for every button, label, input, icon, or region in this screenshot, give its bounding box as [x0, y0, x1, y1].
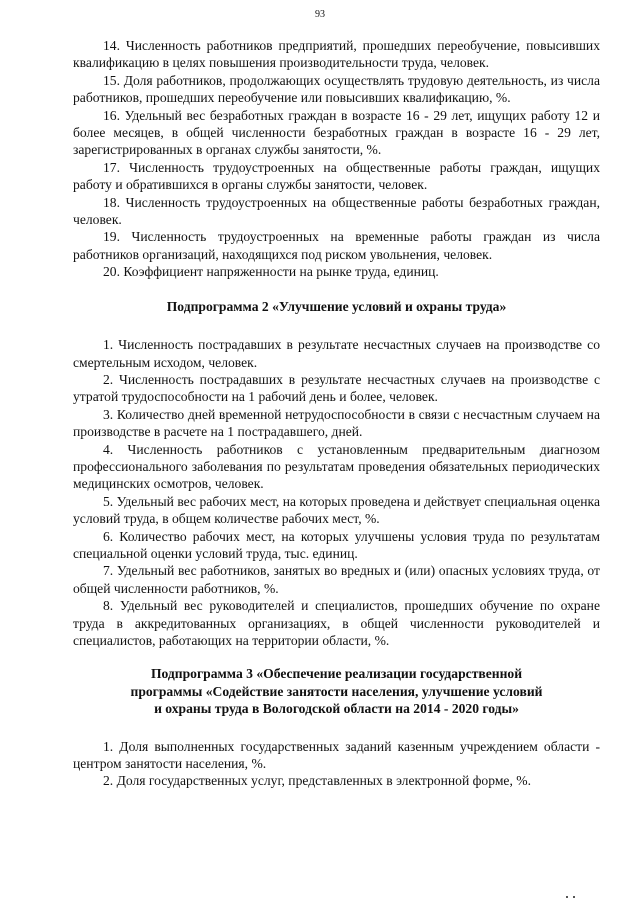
subprogram-2-item-4: 4. Численность работников с установленным предварительным диагнозом профессионального заболевания по результатам проведения обязательных периодических медицинских осмотров, человек. [73, 441, 600, 492]
subprogram-2-item-3: 3. Количество дней временной нетрудоспособности в связи с несчастным случаем на производстве в расчете на 1 пострадавшего, дней. [73, 406, 600, 440]
subprogram-3-heading-line-3: и охраны труда в Вологодской области на 2014 - 2020 годы» [154, 701, 519, 717]
subprogram-3-heading-line-1: Подпрограмма 3 «Обеспечение реализации государственной [150, 666, 523, 682]
subprogram-2-indicators [73, 336, 600, 649]
indicator-item-20: 20. Коэффициент напряженности на рынке труда, единиц. [103, 264, 439, 280]
section-indicators-list [73, 37, 600, 281]
page-content [73, 37, 600, 790]
subprogram-2-item-1: 1. Численность пострадавших в результате несчастных случаев на производстве со смертельным исходом, человек. [73, 337, 600, 370]
subprogram-2-item-6: 6. Количество рабочих мест, на которых улучшены условия труда по результатам специальной оценки условий труда, тыс. единиц. [73, 528, 600, 561]
indicator-item-16: 16. Удельный вес безработных граждан в возрасте 16 - 29 лет, ищущих работу 12 и более месяцев, в общей численности безработных граждан в возрасте 16 - 29 лет, зарегистрированных в органах службы занятости, %. [73, 107, 600, 158]
indicator-item-14: 14. Численность работников предприятий, прошедших переобучение, повысивших квалификацию в целях повышения производительности труда, человек. [73, 38, 600, 71]
subprogram-3-item-2: 2. Доля государственных услуг, представленных в электронной форме, %. [103, 773, 531, 789]
subprogram-3-indicators [73, 738, 600, 790]
indicator-item-19: 19. Численность трудоустроенных на временные работы граждан из числа работников организаций, находящихся под риском увольнения, человек. [73, 229, 600, 262]
indicator-item-15: 15. Доля работников, продолжающих осуществлять трудовую деятельность, из числа работников, прошедших переобучение или повысивших квалификацию, %. [73, 72, 600, 106]
subprogram-2-item-7: 7. Удельный вес работников, занятых во вредных и (или) опасных условиях труда, от общей численности работников, %. [73, 563, 600, 596]
scan-artifact-dots [566, 896, 576, 899]
subprogram-3-item-1: 1. Доля выполненных государственных заданий казенным учреждением области - центром занятости населения, %. [73, 738, 600, 772]
subprogram-3-heading [73, 665, 600, 717]
subprogram-3-heading-line-2: программы «Содействие занятости населения, улучшение условий [130, 683, 543, 699]
subprogram-2-heading: Подпрограмма 2 «Улучшение условий и охраны труда» [166, 298, 507, 314]
subprogram-2-item-5: 5. Удельный вес рабочих мест, на которых проведена и действует специальная оценка условий труда, в общем количестве рабочих мест, %. [73, 493, 600, 527]
subprogram-2-item-2: 2. Численность пострадавших в результате несчастных случаев на производстве с утратой трудоспособности на 1 рабочий день и более, человек. [73, 371, 600, 405]
page-number: 93 [315, 9, 325, 20]
subprogram-2-item-8: 8. Удельный вес руководителей и специалистов, прошедших обучение по охране труда в аккредитованных организациях, в общей численности руководителей и специалистов, работающих на территории области, %. [73, 598, 600, 648]
indicator-item-17: 17. Численность трудоустроенных на общественные работы граждан, ищущих работу и обратившихся в органы службы занятости, человек. [73, 159, 600, 193]
indicator-item-18: 18. Численность трудоустроенных на общественные работы безработных граждан, человек. [73, 194, 600, 228]
